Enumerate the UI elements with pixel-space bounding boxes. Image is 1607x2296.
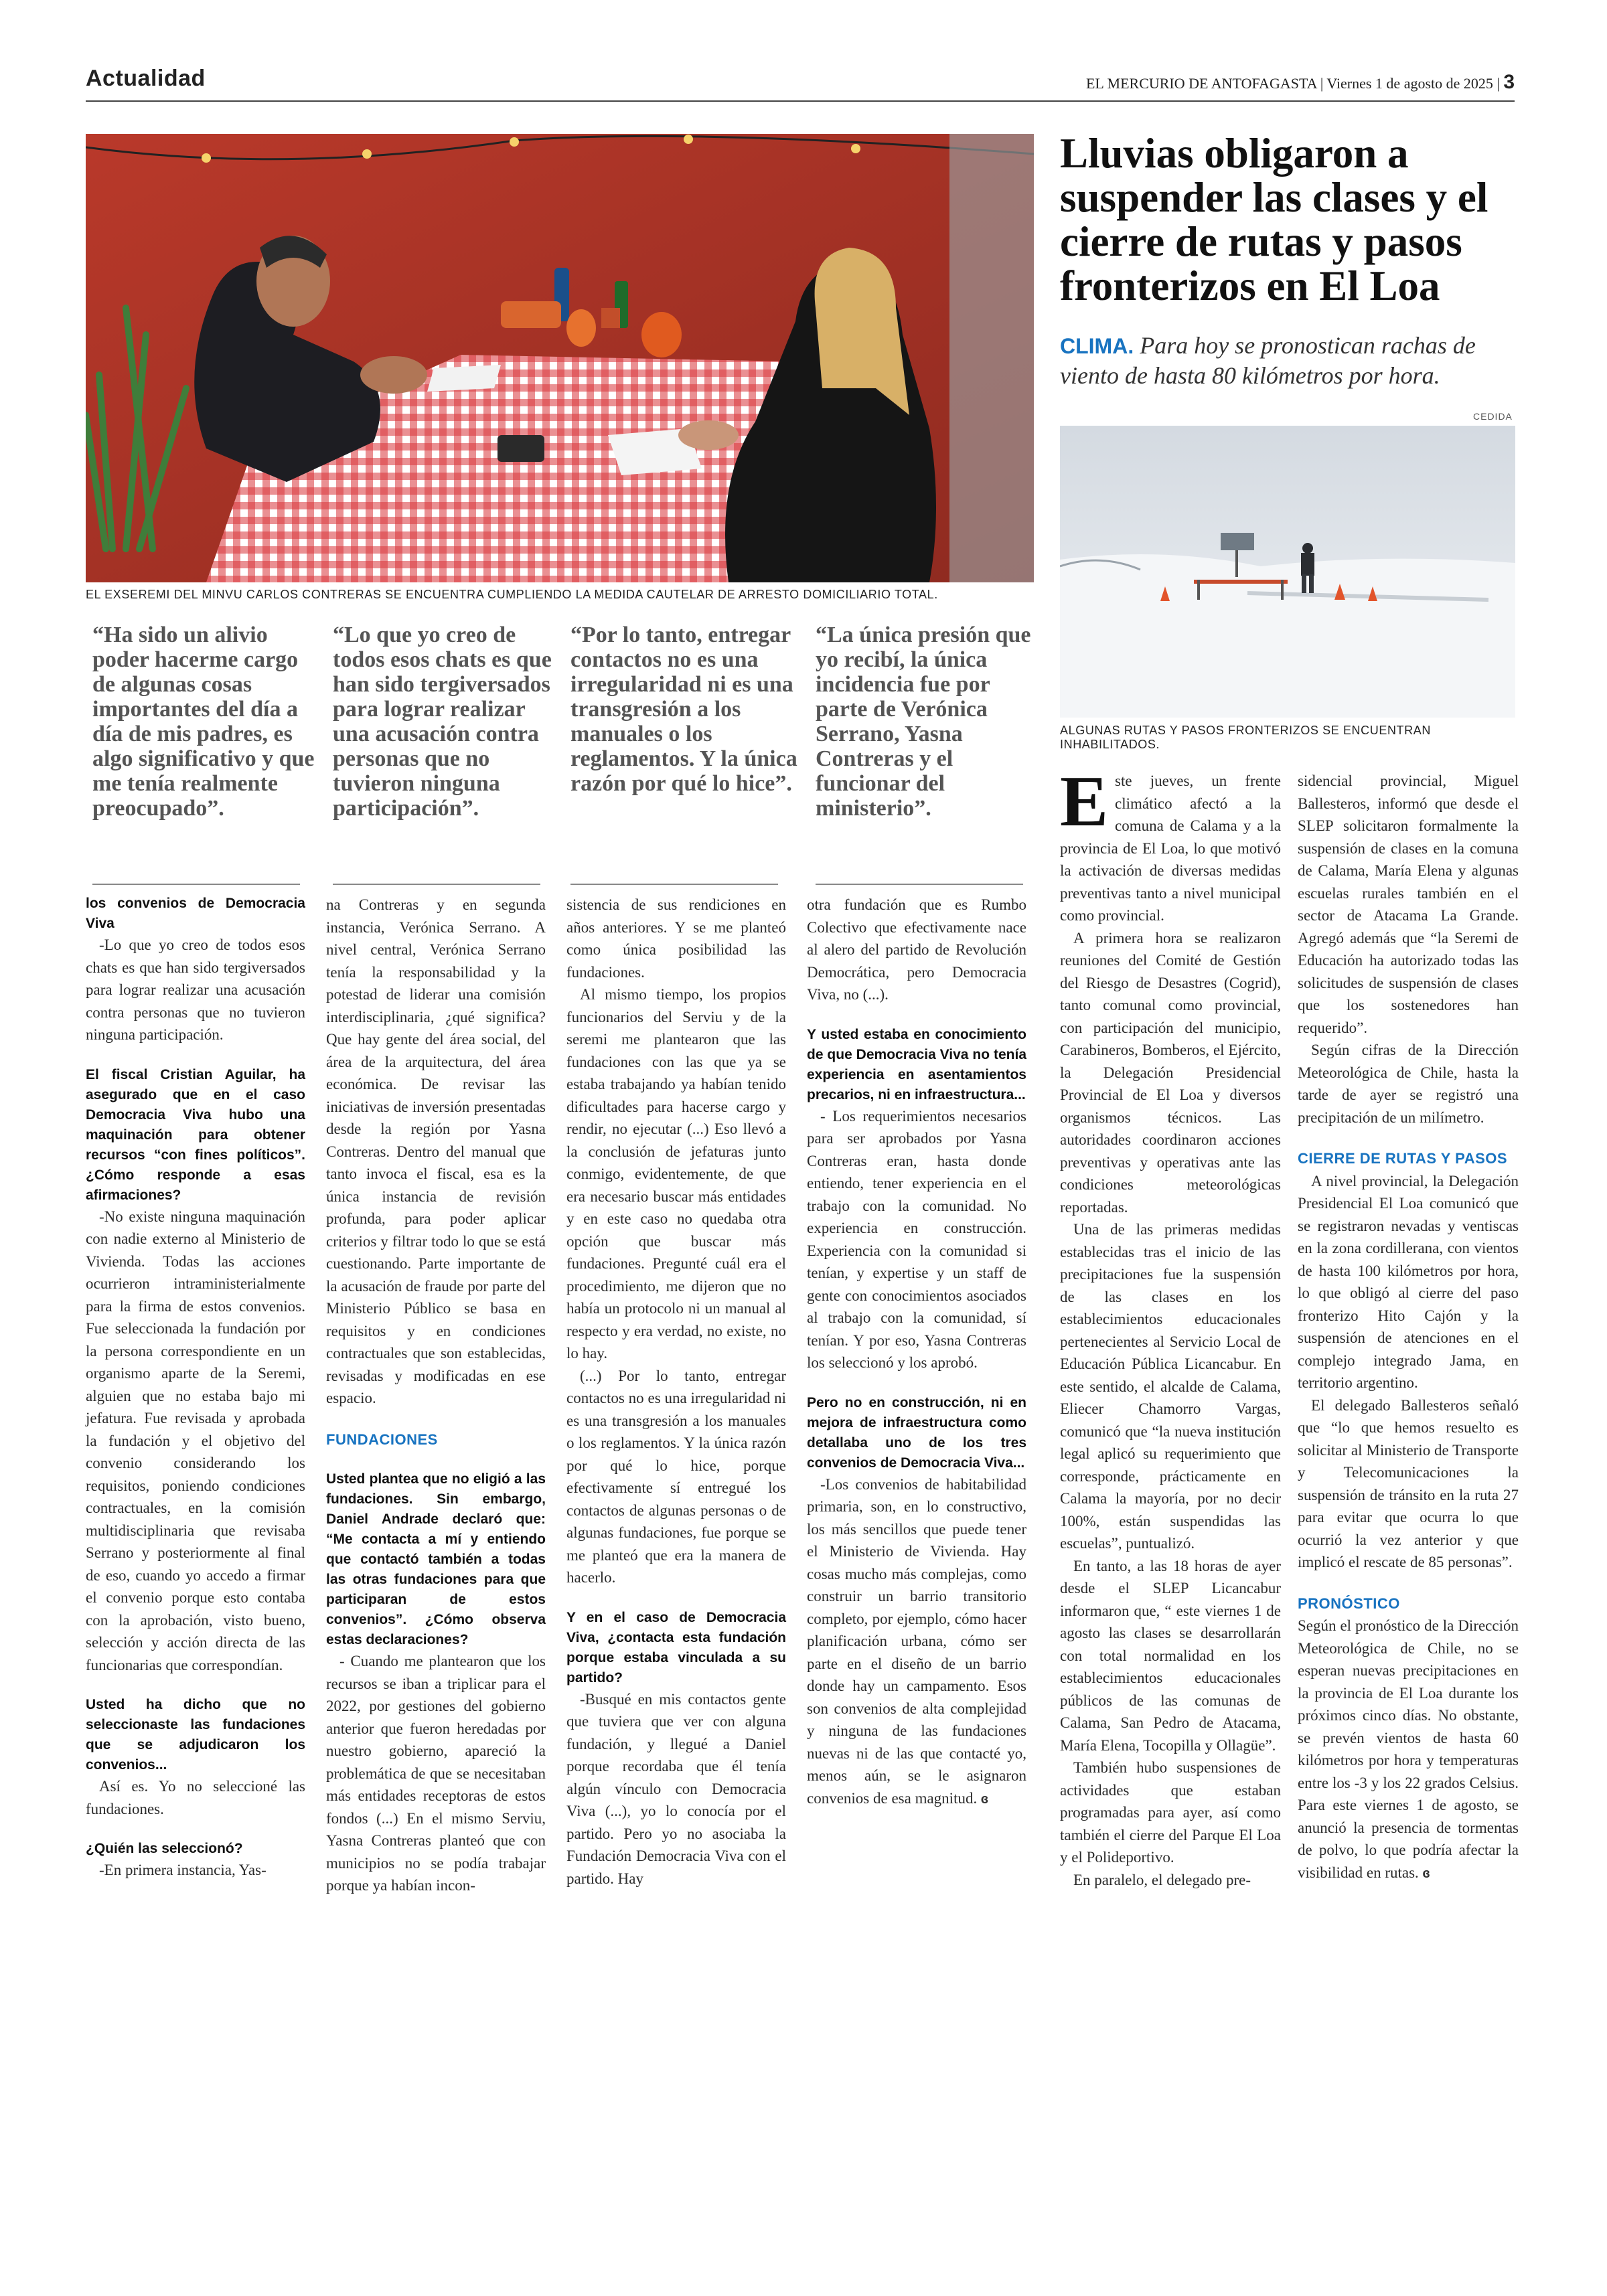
article-column [1060,762,1281,1891]
article-column [807,894,1026,1811]
paragraph-text: -Busqué en mis contactos gente que tuviera que ver con alguna fundación, y llegué a Daniel porque recordaba que él tenía algún vínculo con Democracia Viva (...), yo lo conocía por el partido. Pero yo no asociaba la Fundación Democracia Viva con el partido. Hay [566,1690,786,1887]
paragraph [326,1650,546,1897]
paragraph [566,983,786,1365]
article-column [566,894,786,1890]
quote-divider [570,884,778,885]
paper-info: EL MERCURIO DE ANTOFAGASTA | Viernes 1 de agosto de 2025 | 3 [1085,71,1515,93]
paragraph [1060,1555,1281,1757]
paragraph [807,1105,1026,1374]
paragraph [807,894,1026,1006]
quote-divider [816,884,1023,885]
article-column [1298,770,1519,1885]
paragraph [1298,1394,1519,1574]
paragraph-text: otra fundación que es Rumbo Colectivo que efectivamente nace al alero del partido de Revolución Democrática, pero Democracia Viva, no (...). [807,896,1026,1003]
paragraph-text: Y usted estaba en conocimiento de que Democracia Viva no tenía experiencia en asentamientos precarios, ni en infraestructura... [807,1026,1026,1102]
paragraph [807,1473,1026,1811]
paragraph-text: PRONÓSTICO [1298,1594,1400,1612]
paragraph [1060,1869,1281,1892]
paragraph-text: FUNDACIONES [326,1430,438,1448]
end-mark: ɞ [1418,1866,1430,1881]
paragraph-text: Una de las primeras medidas establecidas tras el inicio de las precipitaciones fue la suspensión de las clases en los establecimientos educacionales pertenecientes al Servicio Local de Educación Pública Licancabur. En este sentido, el alcalde de Calama, Eliecer Chamorro Vargas, comunicó que “la nueva institución legal aplicó su requerimiento que corresponde, prácticamente en Calama la mayoría, por no decir 100%, están suspendidas las escuelas”, puntualizó. [1060,1221,1281,1552]
paragraph-text: Al mismo tiempo, los propios funcionarios del Serviu y de la seremi me plantearon que las fundaciones con las que ya se estaba trabajando ya habían tenido dificultades para hacerse cargo y rendir, no ejecutar (...) Eso llevó a la conclusión de jefaturas junto conmigo, evidentemente, de que era necesario buscar más entidades y en este caso no quedaba otra opción que buscar más fundaciones. Pregunté cuál era el procedimiento, me dijeron que no había un protocolo ni un manual al respecto y era verdad, no existe, no lo hay. [566,986,786,1362]
paragraph-text: Usted ha dicho que no seleccionaste las fundaciones que se adjudicaron los convenios... [86,1697,305,1773]
paragraph-text: na Contreras y en segunda instancia, Verónica Serrano. A nivel central, Verónica Serrano tenía la responsabilidad y la potestad de liderar una comisión interdisciplinaria, ¿qué significa? Que hay gente del área social, del área de la arquitectura, del área económica. De revisar las iniciativas de inversión presentadas desde la región por Yasna Contreras. Dentro del manual que tanto invoca el fiscal, esa es la única instancia de revisión profunda, para poder aplicar criterios y filtrar todo lo que se está cuestionando. Parte importante de la acusación de fraude por parte del Ministerio Público se basa en requisitos y en condiciones contractuales que son establecidas, revisadas y modificadas en ese espacio. [326,896,546,1406]
drop-cap: E [1060,762,1109,841]
paragraph-text: los convenios de Democracia Viva [86,896,305,931]
paragraph [86,934,305,1046]
end-mark: ɞ [977,1791,989,1807]
page-number: 3 [1503,71,1515,93]
snow-road-photo [1060,426,1515,718]
paragraph-text: -No existe ninguna maquinación con nadie externo al Ministerio de Vivienda. Todas las acciones ocurrieron intraministerialmente para la firma de estos convenios. Fue seleccionada la fundación por la persona correspondiente en un organismo aparte de la Seremi, alguien que no estaba bajo mi jefatura. Fue revisada y aprobada la fundación y el objetivo del convenio considerando los requisitos, poniendo condiciones contractuales, en la comisión multidisciplinaria que revisaba Serrano y posteriormente al final de eso, cuando yo accedo a firmar el convenio porque esto contaba con la aprobación, visto bueno, selección y acción directa de las funcionarias que correspondían. [86,1208,305,1673]
interview-photo [86,134,1034,582]
paragraph [566,1688,786,1890]
lead-tag: CLIMA. [1060,334,1134,358]
pull-quote: “Ha sido un alivio poder hacerme cargo de algunas cosas importantes del día a día de mis padres, es algo significativo y que me tenía realmente preocupado”. [92,623,315,821]
paragraph [86,1859,305,1882]
interview-question [86,894,305,934]
paragraph [86,1206,305,1677]
paragraph-text: CIERRE DE RUTAS Y PASOS [1298,1150,1508,1167]
paragraph [1298,1170,1519,1394]
quote-divider [333,884,540,885]
paragraph-text: El delegado Ballesteros señaló que “lo que hemos resuelto es solicitar al Ministerio de Transporte y Telecomunicaciones la suspensión de tránsito en la ruta 27 para evitar que ocurra lo que ocurrió la vez anterior y que implicó el rescate de 85 personas”. [1298,1396,1519,1570]
paragraph-text: sidencial provincial, Miguel Ballesteros, informó que desde el SLEP solicitaron formalmente la suspensión de clases en la comuna de Calama, María Elena y algunas escuelas rurales también en el sector de Atacama La Grande. Agregó además que “la Seremi de Educación ha autorizado todas las solicitudes de suspensión de clases que los sostenedores han requerido”. [1298,772,1519,1036]
paragraph-text: En paralelo, el delegado pre- [1073,1871,1251,1888]
lead-text [1060,331,1515,390]
paragraph-text: - Cuando me plantearon que los recursos se iban a triplicar para el 2022, por gestiones del gobierno anterior que fueron heredadas por nuestro gobierno, apareció la problemática de que se necesitaban más entidades receptoras de estos fondos (...) En el mismo Serviu, Yasna Contreras planteó que con municipios no se podía trabajar porque ya habían incon- [326,1653,546,1894]
paragraph-text: En tanto, a las 18 horas de ayer desde el SLEP Licancabur informaron que, “ este viernes 1 de agosto las clases se desarrollarán con total normalidad en los establecimientos educacionales públicos de las comunas de Calama, San Pedro de Atacama, María Elena, Tocopilla y Ollagüe”. [1060,1557,1281,1754]
interview-question [86,1065,305,1206]
interview-question [86,1839,305,1859]
paragraph-text: ste jueves, un frente climático afectó a la comuna de Calama y a la provincia de El Loa, lo que motivó la activación de diversas medidas preventivas tanto a nivel municipal como provincial. [1060,772,1281,924]
paragraph [1060,762,1281,927]
interview-question [86,1695,305,1775]
interview-question [807,1393,1026,1473]
headline: Lluvias obligaron a suspender las clases y el cierre de rutas y pasos fronterizos en El Loa [1060,130,1488,309]
paragraph-text: ¿Quién las seleccionó? [86,1841,243,1856]
paragraph-text: También hubo suspensiones de actividades que estaban programadas para ayer, así como también el cierre del Parque El Loa y el Polideportivo. [1060,1759,1281,1866]
paragraph-text: Y en el caso de Democracia Viva, ¿contacta esta fundación porque estaba vinculada a su partido? [566,1609,786,1686]
section-title: Actualidad [86,66,206,91]
header-rule [86,100,1515,102]
pull-quote: “Por lo tanto, entregar contactos no es una irregularidad ni es una transgresión a los manuales o los reglamentos. Y la única razón por qué lo hice”. [570,623,797,796]
paragraph-text: A primera hora se realizaron reuniones del Comité de Gestión del Riesgo de Desastres (Cogrid), tanto comunal como provincial, con participación del municipio, Carabineros, Bomberos, el Ejército, la Delegación Presidencial Provincial de El Loa y diversos organismos técnicos. Las autoridades coordinaron acciones preventivas y operativas ante las condiciones meteorológicas reportadas. [1060,929,1281,1216]
paragraph-text: Según el pronóstico de la Dirección Meteorológica de Chile, no se esperan nuevas precipitaciones en la provincia de El Loa durante los próximos cinco días. No obstante, se prevén vientos de hasta 60 kilómetros por hora y temperaturas entre los -3 y los 22 grados Celsius. Para este viernes 1 de agosto, se anunció la presencia de tormentas de polvo, lo que podría afectar la visibilidad en rutas. [1298,1617,1519,1881]
article-column [86,894,305,1882]
photo-credit: CEDIDA [1473,411,1513,422]
paragraph [1298,770,1519,1039]
photo-caption: ALGUNAS RUTAS Y PASOS FRONTERIZOS SE ENCUENTRAN INHABILITADOS. [1060,724,1431,751]
issue-date: Viernes 1 de agosto de 2025 [1326,75,1493,92]
subheading [326,1428,546,1451]
paragraph-text: El fiscal Cristian Aguilar, ha asegurado que en el caso Democracia Viva hubo una maquinación para obtener recursos “con fines políticos”. ¿Cómo responde a esas afirmaciones? [86,1066,305,1203]
paragraph-text: -Los convenios de habitabilidad primaria, son, en lo constructivo, los más sencillos que puede tener el Ministerio de Vivienda. Hay cosas mucho más complejas, como construir un barrio transitorio completo, por ejemplo, cómo hacer planificación urbana, cómo ser parte en el diseño de un barrio donde hay un campamento. Esos son convenios de alta complejidad y ninguna de las fundaciones nuevas ni de las que contacté yo, menos aún, se le asignaron convenios de esa magnitud. [807,1475,1026,1807]
interview-question [326,1469,546,1650]
paragraph [566,1365,786,1589]
paragraph-text: -Lo que yo creo de todos esos chats es que han sido tergiversados para lograr realizar una acusación contra personas que no tuvieron ninguna participación. [86,936,305,1043]
paragraph-text: A nivel provincial, la Delegación Presidencial El Loa comunicó que se registraron nevadas y ventiscas en la zona cordillerana, con vientos de hasta 100 kilómetros por hora, lo que obligó al cierre del paso fronterizo Hito Cajón y la suspensión de atenciones en el complejo integrado Jama, en territorio argentino. [1298,1172,1519,1391]
paragraph [326,894,546,1410]
paragraph-text: Así es. Yo no seleccioné las fundaciones. [86,1778,305,1817]
paragraph [1060,1756,1281,1869]
paragraph-text: -En primera instancia, Yas- [99,1862,266,1878]
quote-divider [92,884,300,885]
newspaper-name: EL MERCURIO DE ANTOFAGASTA [1085,75,1317,92]
interview-question [807,1025,1026,1105]
interview-question [566,1608,786,1688]
paragraph-text: - Los requerimientos necesarios para ser aprobados por Yasna Contreras eran, hasta donde entiendo, tener experiencia en el trabajo con la comunidad. No experiencia en construcción. Experiencia con la comunidad si tenían, y expertise y un staff de gente con conocimientos asociados al trabajo con la comunidad, sí tenían. Y por eso, Yasna Contreras los seleccionó y los aprobó. [807,1107,1026,1371]
subheading [1298,1592,1519,1615]
pull-quote: “Lo que yo creo de todos esos chats es que han sido tergiversados para lograr realizar una acusación contra personas que no tuvieron ninguna participación”. [333,623,552,821]
paragraph [1060,1218,1281,1555]
lead-body: Para hoy se pronostican rachas de viento de hasta 80 kilómetros por hora. [1060,332,1476,389]
paragraph [1298,1039,1519,1129]
paragraph-text: (...) Por lo tanto, entregar contactos no es una irregularidad ni es una transgresión a los manuales o los reglamentos. Y la única razón por qué lo hice, porque efectivamente sí entregué los contactos de algunas personas o de algunas fundaciones, fue porque se me planteó que era la manera de hacerlo. [566,1367,786,1586]
paragraph [1298,1615,1519,1885]
paragraph [1060,927,1281,1219]
paragraph-text: Según cifras de la Dirección Meteorológica de Chile, hasta la tarde de ayer se registró una precipitación de un milímetro. [1298,1042,1519,1126]
pull-quote: “La única presión que yo recibí, la única incidencia fue por parte de Verónica Serrano, Yasna Contreras y el funcionar del ministerio”. [816,623,1031,821]
article-column [326,894,546,1897]
paragraph-text: Usted plantea que no eligió a las fundaciones. Sin embargo, Daniel Andrade declaró que: “Me contacta a mí y entiendo que contactó también a todas las otras fundaciones para que participaran de estos convenios”. ¿Cómo observa estas declaraciones? [326,1471,546,1647]
paragraph-text: Pero no en construcción, ni en mejora de infraestructura como detallaba uno de los tres convenios de Democracia Viva... [807,1394,1026,1471]
paragraph-text: sistencia de sus rendiciones en años anteriores. Y se me planteó como única posibilidad las fundaciones. [566,896,786,981]
photo-caption: EL EXSEREMI DEL MINVU CARLOS CONTRERAS SE ENCUENTRA CUMPLIENDO LA MEDIDA CAUTELAR DE ARRESTO DOMICILIARIO TOTAL. [86,588,938,601]
subheading [1298,1147,1519,1170]
paragraph [86,1775,305,1820]
paragraph [566,894,786,983]
